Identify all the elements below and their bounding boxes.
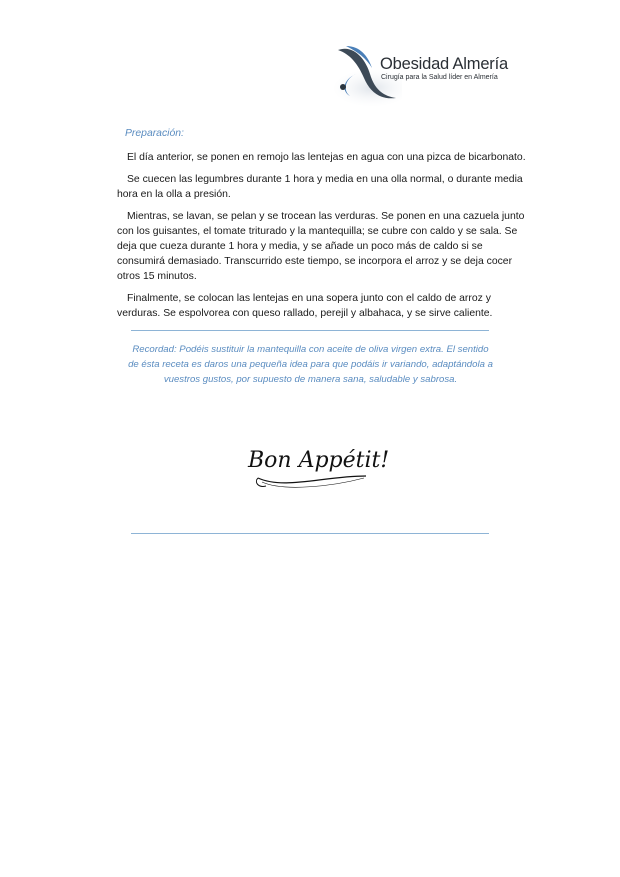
- bon-appetit-signature: [244, 446, 390, 496]
- divider-bottom: [131, 533, 489, 534]
- recipe-paragraph: Finalmente, se colocan las lentejas en una sopera junto con el caldo de arroz y verduras. Se espolvorea con queso rallado, perejil y albahaca, y se sirve caliente.: [117, 293, 493, 319]
- closing-text: Bon Appétit!: [248, 448, 390, 473]
- recipe-paragraph: Mientras, se lavan, se pelan y se trocean las verduras. Se ponen en una cazuela junto con los guisantes, el tomate triturado y la mantequilla; se cubre con caldo y se sala. Se deja que cueza durante 1 hora y media, y se añade un poco más de caldo si se consumirá demasiado. Transcurrido este tiempo, se incorpora el arroz y se deja cocer otros 15 minutos.: [117, 211, 525, 282]
- logo: [332, 40, 532, 110]
- recipe-paragraph: El día anterior, se ponen en remojo las lentejas en agua con una pizca de bicarbonato.: [127, 152, 526, 163]
- divider-top: [131, 330, 489, 331]
- recipe-heading: Preparación:: [125, 128, 184, 139]
- recipe-paragraph: Se cuecen las legumbres durante 1 hora y media en una olla normal, o durante media hora en la olla a presión.: [117, 174, 523, 200]
- recipe-note: Recordad: Podéis sustituir la mantequilla con aceite de oliva virgen extra. El sentido de ésta receta es daros una pequeña idea para que podáis ir variando, adaptándola a vuestros gustos, por supuesto de manera sana, saludable y sabrosa.: [128, 344, 493, 385]
- logo-subtitle: Cirugía para la Salud líder en Almería: [381, 74, 498, 81]
- flourish-icon: [244, 446, 384, 496]
- logo-title: Obesidad Almería: [380, 55, 508, 73]
- recipe-body: [117, 126, 529, 328]
